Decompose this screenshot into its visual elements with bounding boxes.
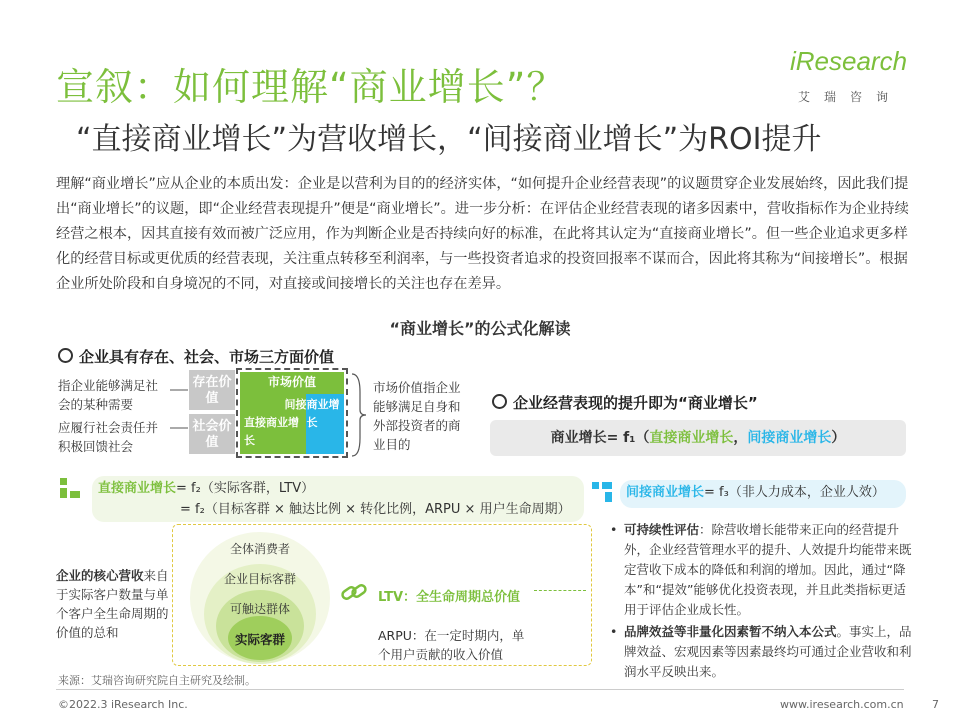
exist-desc: 指企业能够满足社会的某种需要	[58, 378, 159, 412]
market-value-label: 市场价值	[267, 375, 316, 389]
value-heading: 企业具有存在、社会、市场三方面价值	[58, 346, 334, 367]
direct-label: 直接商业增长	[244, 416, 299, 447]
indirect-formula-label: 间接商业增长	[626, 485, 705, 500]
social-value-box: 社会价值	[189, 414, 235, 454]
ltv-title: LTV：全生命周期总价值	[378, 590, 521, 605]
core-revenue-rest: 来自于实际客户数量与单个客户全生命周期的价值的总和	[56, 568, 169, 640]
bracket-lines	[170, 378, 190, 438]
indirect-label: 间接商业增长	[284, 398, 340, 429]
formula-sep: ，	[733, 430, 748, 446]
footer-divider	[56, 689, 904, 690]
circle-target-label: 企业目标客群	[223, 572, 296, 586]
page-title: 宣叙：如何理解“商业增长”？	[56, 65, 566, 109]
bullet-bold: 品牌效益等非量化因素暂不纳入本公式	[624, 624, 837, 639]
direct-marker-icon	[60, 478, 82, 500]
ltv-dash-line	[534, 590, 586, 591]
core-revenue-text	[56, 566, 172, 642]
arpu-text: ARPU：在一定时期内，单个用户贡献的收入价值	[378, 628, 525, 662]
copyright: ©2022.3 iResearch Inc.	[58, 698, 188, 711]
link-icon	[340, 580, 370, 606]
formula-suffix: ）	[831, 430, 846, 446]
bullet-list	[606, 520, 916, 684]
formula-direct: 直接商业增长	[649, 430, 734, 446]
bullet-item	[606, 622, 916, 682]
performance-heading: 企业经营表现的提升即为“商业增长”	[492, 392, 758, 413]
core-revenue-bold: 企业的核心营收	[56, 568, 144, 583]
website-link[interactable]: www.iresearch.com.cn	[780, 698, 904, 711]
iresearch-logo	[790, 46, 910, 116]
source-note: 来源：艾瑞咨询研究院自主研究及绘制。	[58, 674, 256, 687]
bullet-text: 。事实上，品牌效益、宏观因素等因素最终均可通过企业营收和利润水平反映出来。	[624, 624, 912, 679]
growth-formula	[490, 420, 906, 456]
direct-formula-line1	[98, 479, 314, 499]
bullet-text: ：除营收增长能带来正向的经营提升外，企业经营管理水平的提升、人效提升均能带来既定营收下成本的降低和利润的增加。因此，通过“降本”和“提效”能够优化投资表现，并且此类指标更适用于评估企业成长性。	[624, 522, 912, 617]
page-subtitle: “直接商业增长”为营收增长，“间接商业增长”为ROI提升	[76, 122, 822, 157]
indirect-formula-text: = f₃（非人力成本，企业人效）	[704, 485, 885, 500]
circle-reach-label: 可触达群体	[229, 602, 290, 616]
formula-prefix: 商业增长= f₁（	[550, 430, 650, 446]
bullet-item	[606, 520, 916, 620]
market-brace	[350, 372, 370, 458]
direct-formula-label: 直接商业增长	[98, 481, 177, 496]
social-desc: 应履行社会责任并积极回馈社会	[58, 420, 159, 454]
exist-value-box: 存在价值	[189, 370, 235, 410]
section-title: “商业增长”的公式化解读	[389, 319, 571, 338]
indirect-marker-icon	[592, 482, 614, 504]
circle-all-label: 全体消费者	[229, 542, 290, 556]
market-desc: 市场价值指企业能够满足自身和外部投资者的商业目的	[373, 380, 461, 452]
bullet-bold: 可持续性评估	[624, 522, 700, 537]
direct-formula-text1: = f₂（实际客群，LTV）	[176, 481, 315, 496]
indirect-formula-box	[620, 480, 906, 508]
circle-actual-label: 实际客群	[234, 632, 285, 647]
page-number: 7	[932, 698, 939, 711]
formula-indirect: 间接商业增长	[747, 430, 832, 446]
logo-subtext: 艾瑞咨询	[798, 90, 903, 104]
direct-formula-line2: = f₂（目标客群 × 触达比例 × 转化比例，ARPU × 用户生命周期）	[180, 502, 571, 517]
logo-text: iResearch	[790, 46, 908, 76]
intro-paragraph: 理解“商业增长”应从企业的本质出发：企业是以营利为目的的经济实体，“如何提升企业经营表现”的议题贯穿企业发展始终，因此我们提出“商业增长”的议题，即“企业经营表现提升”便是“商业增长”。进一步分析：在评估企业经营表现的诸多因素中，营收指标作为企业持续经营之根本，因其直接有效而被广泛应用，作为判断企业是否持续向好的标准，在此将其认定为“直接商业增长”。但一些企业追求更多样化的经营目标或更优质的经营表现，关注重点转移至利润率，与一些投资者追求的投资回报率不谋而合，因此将其称为“间接增长”。根据企业所处阶段和自身境况的不同，对直接或间接增长的关注也存在差异。	[56, 176, 909, 292]
